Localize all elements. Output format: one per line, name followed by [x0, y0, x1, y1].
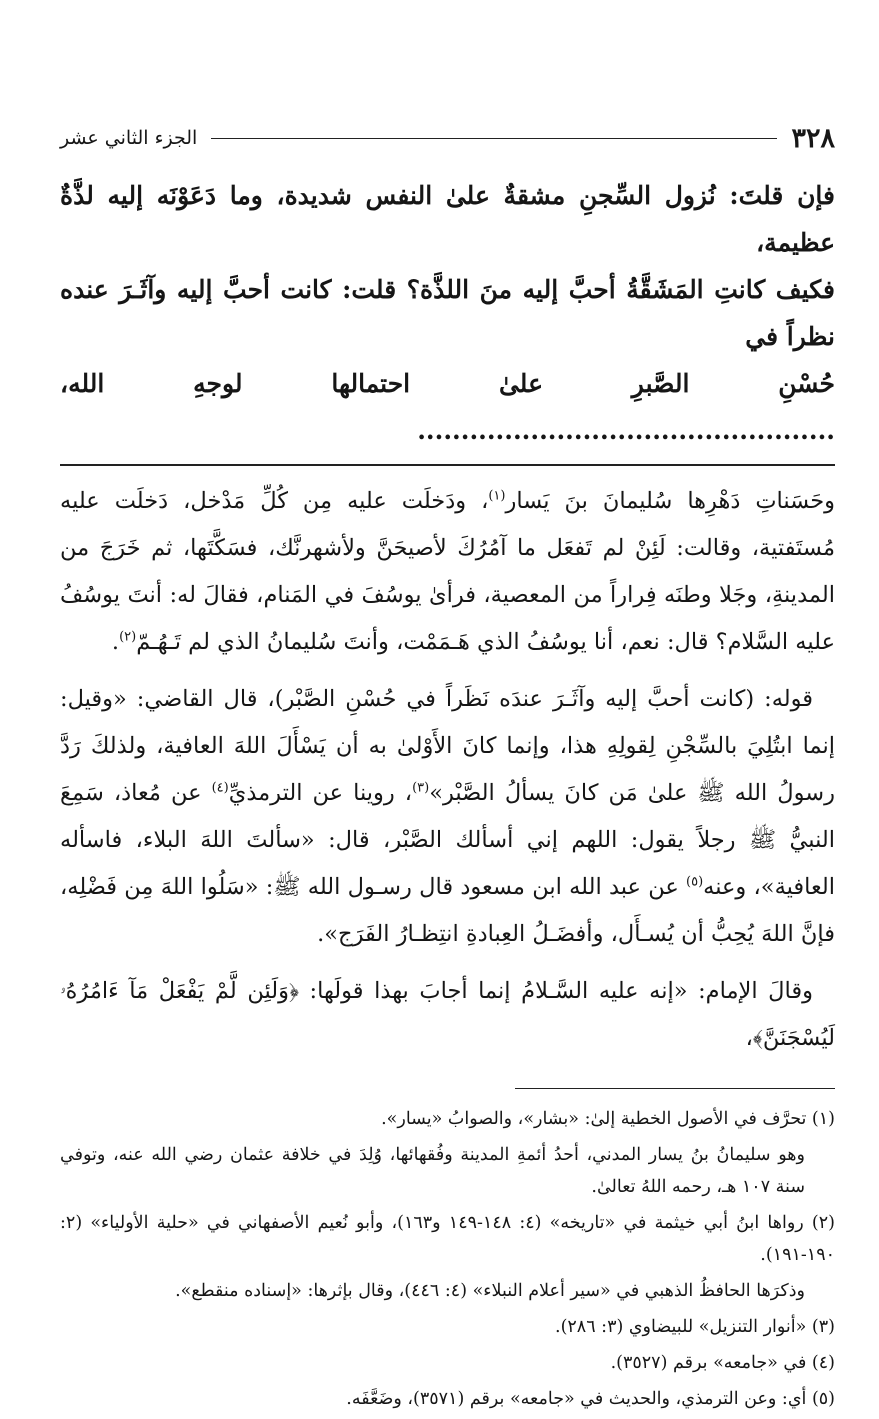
footnote-2-continuation: وذكرَها الحافظُ الذهبي في «سير أعلام النبلاء» (٤: ٤٤٦)، وقال بإثرها: «إسناده منقطع».: [175, 1281, 805, 1301]
page-header: [60, 118, 835, 158]
running-title: الجزء الثاني عشر: [60, 127, 198, 149]
matn-line-text: حُسْنِ الصَّبرِ علىٰ احتمالها لوجهِ الله،: [60, 369, 835, 398]
footnote-ref[interactable]: (١): [488, 488, 506, 504]
commentary-span: ، روينا عن الترمذيِّ: [228, 780, 413, 806]
commentary-paragraph: وقالَ الإمام: «إنه عليه السَّـلامُ إنما أجابَ بهذا قولَها: ﴿وَلَئِن لَّمْ يَفْعَلْ مَآ ءَامُرُهُۥ لَيُسْجَنَنَّ﴾،: [60, 978, 835, 1051]
footnote-1: (١) تحرَّف في الأصول الخطية إلىٰ: «بشار»، والصوابُ «يسار».: [381, 1109, 835, 1129]
footnote-2: (٢) رواها ابنُ أبي خيثمة في «تاريخه» (٤: ١٤٨-١٤٩ و١٦٣)، وأبو نُعيم الأصفهاني في «حلية الأولياء» (٢: ١٩٠-١٩١).: [60, 1213, 835, 1265]
footnote-5: (٥) أي: وعن الترمذي، والحديث في «جامعه» برقم (٣٥٧١)، وضَعَّفَه.: [346, 1389, 835, 1409]
footnote-ref[interactable]: (٤): [211, 780, 229, 796]
commentary-text: [60, 478, 835, 1062]
matn-dots: ................................................: [417, 416, 835, 445]
footnote-divider: [515, 1088, 835, 1089]
paragraph-gap: [60, 958, 835, 968]
matn-divider: [60, 464, 835, 466]
commentary-span: .: [111, 629, 120, 655]
footnote-ref[interactable]: (٣): [412, 780, 430, 796]
commentary-paragraph: [60, 676, 835, 958]
commentary-span: وحَسَناتِ دَهْرِها سُليمانَ بنَ يَسار: [505, 488, 835, 514]
book-page: [60, 118, 835, 1419]
footnote-4: (٤) في «جامعه» برقم (٣٥٢٧).: [610, 1353, 835, 1373]
header-divider: [211, 138, 777, 139]
commentary-span: عن عبد الله ابن مسعود قال رسـول الله ﷺ: «سَلُوا اللهَ مِن فَضْلِه، فإنَّ اللهَ يُحِبُّ أن يُسـأَل، وأفضَـلُ العِبادةِ انتِظـارُ الفَرَج».: [60, 874, 835, 947]
footnote-ref[interactable]: (٥): [686, 874, 704, 890]
commentary-span: ، ودَخلَت عليه مِن كُلِّ مَدْخل، دَخلَت عليه مُستَفتية، وقالت: لَئِنْ لم تَفعَل ما آمُرُكَ لأصيحَنَّ ولأشهرنَّك، فسَكَّتَها، ثم خَرَجَ من المدينةِ، وجَلا وطنَه فِراراً من المعصية، فرأىٰ يوسُفَ في المَنام، فقالَ له: أنتَ يوسُفُ عليه السَّلام؟ قال: نعم، أنا يوسُفُ الذي هَـمَمْت، وأنتَ سُليمانُ الذي لم تَـهُـمّ: [60, 488, 835, 655]
matn-line: [60, 360, 835, 454]
footnote-3: (٣) «أنوار التنزيل» للبيضاوي (٣: ٢٨٦).: [555, 1317, 835, 1337]
footnotes: [60, 1103, 835, 1415]
commentary-span: عن مُعاذ، سَمِعَ النبيُّ ﷺ رجلاً يقول: اللهم إني أسألك الصَّبْر، قال: «سألتَ اللهَ البلاء، فاسأله العافية»، وعنه: [60, 780, 835, 900]
paragraph-gap: [60, 666, 835, 676]
footnote-1-continuation: وهو سليمانُ بنُ يسار المدني، أحدُ أئمةِ المدينة وفُقهائها، وُلِدَ في خلافة عثمان رضي الله عنه، وتوفي سنة ١٠٧ هـ، رحمه اللهُ تعالىٰ.: [60, 1145, 805, 1197]
matn-text: [60, 172, 835, 454]
matn-line: فكيف كانتِ المَشَقَّةُ أحبَّ إليه منَ اللذَّة؟ قلت: كانت أحبَّ إليه وآثَـرَ عنده نظراً في: [60, 275, 835, 351]
matn-line: فإن قلتَ: نُزول السِّجنِ مشقةٌ علىٰ النفس شديدة، وما دَعَوْنَه إليه لذَّةٌ عظيمة،: [60, 181, 835, 257]
commentary-paragraph: [60, 478, 835, 666]
page-number: ٣٢٨: [791, 122, 835, 154]
footnote-ref[interactable]: (٢): [119, 629, 137, 645]
commentary-span: قوله: (كانت أحبَّ إليه وآثَـرَ عندَه نَظَراً في حُسْنِ الصَّبْر)، قال القاضي: «وقيل: إنما ابتُلِيَ بالسِّجْنِ لِقولِهِ هذا، وإنما كانَ الأَوْلىٰ به أن يَسْأَلَ اللهَ العافية، ولذلكَ رَدَّ رسولُ الله ﷺ علىٰ مَن كانَ يسألُ الصَّبْر»: [60, 686, 835, 806]
